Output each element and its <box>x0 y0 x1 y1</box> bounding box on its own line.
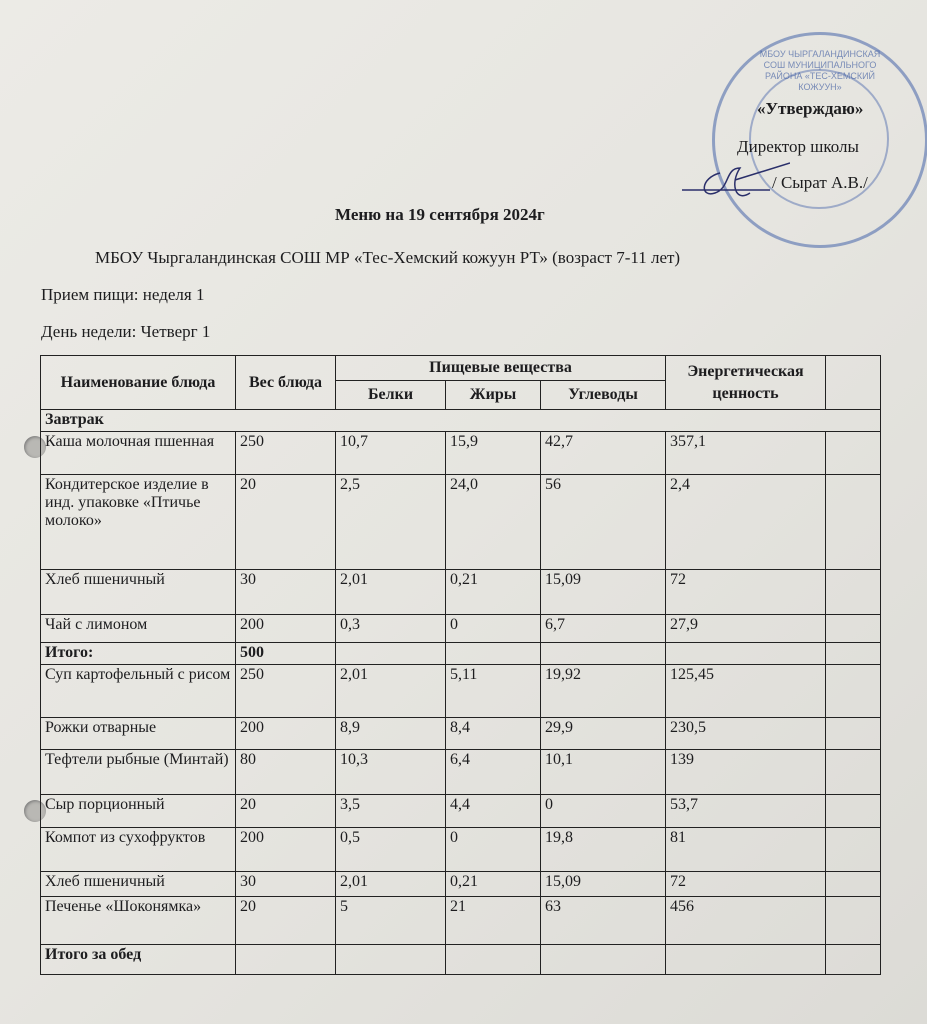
cell-empty <box>826 872 881 897</box>
cell-fat: 4,4 <box>446 795 541 828</box>
cell-protein: 2,01 <box>336 665 446 718</box>
cell-weight: 500 <box>236 643 336 665</box>
cell-fat: 0 <box>446 828 541 872</box>
cell-weight: 30 <box>236 872 336 897</box>
cell-carbs: 15,09 <box>541 570 666 615</box>
cell-carbs: 6,7 <box>541 615 666 643</box>
cell-weight: 80 <box>236 750 336 795</box>
cell-name: Итого: <box>41 643 236 665</box>
table-row <box>41 828 881 872</box>
cell-energy: 125,45 <box>666 665 826 718</box>
cell-empty <box>826 795 881 828</box>
table-row <box>41 475 881 570</box>
cell-energy <box>666 945 826 975</box>
cell-protein: 10,3 <box>336 750 446 795</box>
cell-weight: 20 <box>236 795 336 828</box>
cell-name: Рожки отварные <box>41 718 236 750</box>
header-name: Наименование блюда <box>41 356 236 410</box>
cell-empty <box>826 570 881 615</box>
cell-protein <box>336 643 446 665</box>
cell-protein <box>336 945 446 975</box>
cell-energy: 72 <box>666 872 826 897</box>
table-row <box>41 665 881 718</box>
cell-weight: 250 <box>236 665 336 718</box>
cell-empty <box>826 615 881 643</box>
cell-energy: 230,5 <box>666 718 826 750</box>
cell-protein: 10,7 <box>336 432 446 475</box>
cell-weight: 30 <box>236 570 336 615</box>
cell-weight: 200 <box>236 615 336 643</box>
cell-empty <box>826 897 881 945</box>
cell-carbs <box>541 643 666 665</box>
cell-name: Суп картофельный с рисом <box>41 665 236 718</box>
cell-fat: 6,4 <box>446 750 541 795</box>
approval-label: «Утверждаю» <box>757 99 864 118</box>
cell-weight <box>236 945 336 975</box>
cell-fat: 15,9 <box>446 432 541 475</box>
page-title: Меню на 19 сентября 2024г <box>335 205 545 224</box>
cell-empty <box>826 432 881 475</box>
cell-weight: 200 <box>236 718 336 750</box>
cell-empty <box>826 945 881 975</box>
cell-energy: 53,7 <box>666 795 826 828</box>
cell-name: Каша молочная пшенная <box>41 432 236 475</box>
cell-weight: 250 <box>236 432 336 475</box>
table-row <box>41 872 881 897</box>
cell-carbs: 15,09 <box>541 872 666 897</box>
cell-carbs: 19,8 <box>541 828 666 872</box>
cell-energy: 72 <box>666 570 826 615</box>
header-empty <box>826 356 881 410</box>
cell-protein: 3,5 <box>336 795 446 828</box>
cell-empty <box>826 643 881 665</box>
table-row <box>41 570 881 615</box>
weekday: День недели: Четверг 1 <box>41 322 211 341</box>
cell-name: Тефтели рыбные (Минтай) <box>41 750 236 795</box>
page-subtitle: МБОУ Чыргаландинская СОШ МР «Тес-Хемский кожуун РТ» (возраст 7-11 лет) <box>95 248 681 267</box>
cell-protein: 0,5 <box>336 828 446 872</box>
header-energy: Энергетическая ценность <box>666 356 826 410</box>
table-row <box>41 795 881 828</box>
cell-weight: 20 <box>236 475 336 570</box>
cell-carbs: 29,9 <box>541 718 666 750</box>
cell-protein: 2,01 <box>336 570 446 615</box>
cell-fat: 5,11 <box>446 665 541 718</box>
cell-energy: 27,9 <box>666 615 826 643</box>
cell-name: Печенье «Шоконямка» <box>41 897 236 945</box>
cell-fat <box>446 643 541 665</box>
menu-table <box>40 355 881 975</box>
cell-carbs: 0 <box>541 795 666 828</box>
cell-fat: 24,0 <box>446 475 541 570</box>
cell-fat: 0,21 <box>446 570 541 615</box>
cell-protein: 0,3 <box>336 615 446 643</box>
cell-carbs <box>541 945 666 975</box>
cell-carbs: 10,1 <box>541 750 666 795</box>
total-row <box>41 643 881 665</box>
cell-weight: 200 <box>236 828 336 872</box>
cell-energy: 456 <box>666 897 826 945</box>
cell-fat: 8,4 <box>446 718 541 750</box>
cell-carbs: 56 <box>541 475 666 570</box>
section-label: Завтрак <box>41 410 881 432</box>
cell-energy: 2,4 <box>666 475 826 570</box>
stamp-text: МБОУ ЧЫРГАЛАНДИНСКАЯ СОШ МУНИЦИПАЛЬНОГО РАЙОНА «ТЕС-ХЕМСКИЙ КОЖУУН» <box>759 49 881 92</box>
cell-name: Итого за обед <box>41 945 236 975</box>
header-protein: Белки <box>336 381 446 410</box>
cell-weight: 20 <box>236 897 336 945</box>
cell-carbs: 63 <box>541 897 666 945</box>
cell-empty <box>826 828 881 872</box>
table-row <box>41 615 881 643</box>
approval-position: Директор школы <box>737 137 859 156</box>
total-row <box>41 945 881 975</box>
cell-fat <box>446 945 541 975</box>
cell-energy: 139 <box>666 750 826 795</box>
cell-protein: 2,01 <box>336 872 446 897</box>
cell-protein: 5 <box>336 897 446 945</box>
cell-empty <box>826 750 881 795</box>
approval-signature: / Сырат А.В./ <box>772 173 868 192</box>
cell-protein: 2,5 <box>336 475 446 570</box>
cell-energy: 357,1 <box>666 432 826 475</box>
header-weight: Вес блюда <box>236 356 336 410</box>
table-row <box>41 750 881 795</box>
cell-empty <box>826 665 881 718</box>
cell-fat: 0 <box>446 615 541 643</box>
section-row <box>41 410 881 432</box>
cell-energy <box>666 643 826 665</box>
cell-name: Сыр порционный <box>41 795 236 828</box>
cell-carbs: 42,7 <box>541 432 666 475</box>
cell-name: Хлеб пшеничный <box>41 872 236 897</box>
cell-protein: 8,9 <box>336 718 446 750</box>
header-carbs: Углеводы <box>541 381 666 410</box>
table-row <box>41 897 881 945</box>
cell-fat: 0,21 <box>446 872 541 897</box>
cell-empty <box>826 718 881 750</box>
cell-empty <box>826 475 881 570</box>
cell-name: Кондитерское изделие в инд. упаковке «Птичье молоко» <box>41 475 236 570</box>
cell-name: Хлеб пшеничный <box>41 570 236 615</box>
header-fat: Жиры <box>446 381 541 410</box>
table-row <box>41 432 881 475</box>
cell-fat: 21 <box>446 897 541 945</box>
cell-carbs: 19,92 <box>541 665 666 718</box>
cell-name: Компот из сухофруктов <box>41 828 236 872</box>
meal-week: Прием пищи: неделя 1 <box>41 285 205 304</box>
cell-name: Чай с лимоном <box>41 615 236 643</box>
header-nutrients: Пищевые вещества <box>336 356 666 381</box>
table-row <box>41 718 881 750</box>
cell-energy: 81 <box>666 828 826 872</box>
